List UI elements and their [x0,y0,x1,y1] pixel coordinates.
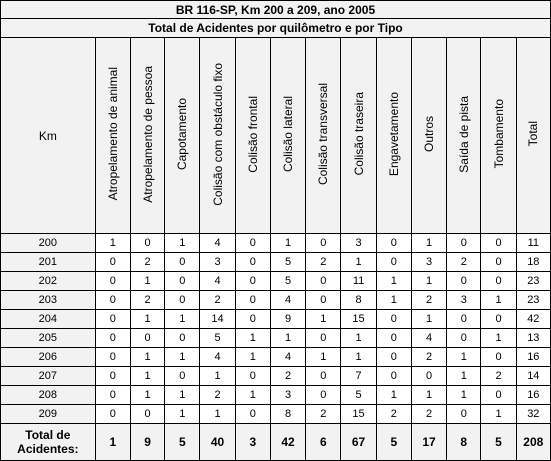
column-header-label: Colisão com obstáculo fixo [210,62,225,206]
table-cell: 11 [341,272,376,291]
table-cell: 11 [516,234,550,253]
table-row [1,272,551,291]
table-cell: 3 [200,253,235,272]
table-cell: 4 [200,348,235,367]
table-row [1,405,551,424]
table-cell: 1 [447,386,481,405]
total-cell: 9 [130,424,164,461]
table-cell: 0 [95,291,130,310]
table-cell: 4 [270,348,305,367]
table-cell: 3 [270,386,305,405]
column-header [481,38,516,234]
total-label-line1: Total de [25,428,71,442]
km-cell: 205 [1,329,96,348]
table-cell: 0 [481,272,516,291]
table-cell: 2 [376,405,411,424]
table-cell: 23 [516,291,550,310]
total-cell: 5 [376,424,411,461]
table-cell: 1 [341,348,376,367]
table-cell: 8 [341,291,376,310]
table-cell: 23 [516,272,550,291]
table-body [1,234,551,461]
table-cell: 0 [130,405,164,424]
table-cell: 1 [376,272,411,291]
table-cell: 15 [341,310,376,329]
table-row [1,348,551,367]
table-cell: 9 [270,310,305,329]
table-cell: 0 [376,367,411,386]
table-row [1,291,551,310]
table-cell: 0 [306,272,341,291]
table-cell: 16 [516,386,550,405]
table-cell: 1 [130,367,164,386]
table-cell: 1 [235,348,270,367]
table-cell: 1 [411,272,446,291]
table-cell: 1 [130,272,164,291]
table-cell: 0 [376,348,411,367]
table-cell: 3 [341,234,376,253]
table-cell: 0 [95,348,130,367]
column-header-label: Capotamento [175,97,190,171]
km-cell: 203 [1,291,96,310]
table-cell: 0 [95,386,130,405]
table-row [1,310,551,329]
table-cell: 1 [130,348,164,367]
table-cell: 5 [270,272,305,291]
table-cell: 0 [235,253,270,272]
column-header [516,38,550,234]
column-header [341,38,376,234]
table-cell: 0 [306,234,341,253]
table-cell: 0 [447,272,481,291]
km-column-header: Km [1,38,96,234]
table-cell: 18 [516,253,550,272]
total-cell: 6 [306,424,341,461]
table-row [1,234,551,253]
table-cell: 0 [481,348,516,367]
table-cell: 1 [235,329,270,348]
table-cell: 1 [411,386,446,405]
km-cell: 207 [1,367,96,386]
table-cell: 1 [341,253,376,272]
table-cell: 0 [95,253,130,272]
table-cell: 1 [481,405,516,424]
table-cell: 0 [376,234,411,253]
column-header-label: Total [526,121,541,147]
column-header-label: Engavetamento [386,91,401,177]
table-cell: 1 [165,234,200,253]
table-title: BR 116-SP, Km 200 a 209, ano 2005 [1,1,551,19]
table-cell: 13 [516,329,550,348]
table-cell: 1 [165,386,200,405]
column-header [130,38,164,234]
table-cell: 1 [376,291,411,310]
table-cell: 0 [481,253,516,272]
table-cell: 1 [165,405,200,424]
table-cell: 7 [341,367,376,386]
table-cell: 0 [95,367,130,386]
table-cell: 0 [165,253,200,272]
column-header-label: Atropelamento de animal [105,67,120,201]
table-cell: 1 [481,329,516,348]
column-header [200,38,235,234]
table-cell: 14 [516,367,550,386]
table-cell: 2 [306,253,341,272]
table-cell: 1 [411,310,446,329]
total-cell: 5 [165,424,200,461]
total-label [1,424,96,461]
table-cell: 0 [306,386,341,405]
column-header [235,38,270,234]
km-cell: 200 [1,234,96,253]
table-cell: 1 [270,234,305,253]
column-header [306,38,341,234]
table-cell: 1 [306,310,341,329]
column-header-label: Tombamento [491,99,506,169]
table-cell: 5 [270,253,305,272]
table-cell: 3 [411,253,446,272]
table-cell: 0 [165,329,200,348]
total-row [1,424,551,461]
table-cell: 0 [447,310,481,329]
table-cell: 0 [235,291,270,310]
table-cell: 1 [341,329,376,348]
table-cell: 1 [447,367,481,386]
table-cell: 0 [481,386,516,405]
table-cell: 0 [447,405,481,424]
table-cell: 0 [95,405,130,424]
table-cell: 42 [516,310,550,329]
total-cell: 67 [341,424,376,461]
column-header-label: Colisão transversal [316,82,331,186]
column-header [447,38,481,234]
table-cell: 0 [95,329,130,348]
table-cell: 2 [481,367,516,386]
column-header [165,38,200,234]
table-cell: 0 [306,291,341,310]
table-cell: 0 [481,310,516,329]
table-cell: 0 [376,253,411,272]
table-cell: 1 [481,291,516,310]
table-cell: 0 [306,367,341,386]
km-cell: 201 [1,253,96,272]
table-cell: 2 [270,367,305,386]
km-cell: 204 [1,310,96,329]
table-cell: 1 [130,310,164,329]
table-cell: 15 [341,405,376,424]
table-cell: 1 [270,329,305,348]
table-cell: 14 [200,310,235,329]
table-cell: 0 [235,272,270,291]
table-cell: 8 [270,405,305,424]
table-cell: 0 [95,272,130,291]
table-row [1,253,551,272]
table-cell: 32 [516,405,550,424]
table-cell: 1 [95,234,130,253]
table-cell: 0 [235,405,270,424]
table-row [1,367,551,386]
table-cell: 4 [270,291,305,310]
column-header-row [1,38,551,234]
table-cell: 0 [165,272,200,291]
table-cell: 2 [411,291,446,310]
total-cell: 42 [270,424,305,461]
table-cell: 3 [447,291,481,310]
column-header-label: Colisão frontal [245,95,260,173]
total-cell: 5 [481,424,516,461]
table-cell: 0 [235,367,270,386]
table-cell: 1 [306,348,341,367]
table-cell: 5 [341,386,376,405]
table-cell: 0 [130,234,164,253]
column-header-label: Outros [422,115,437,152]
table-cell: 0 [376,329,411,348]
table-cell: 2 [447,253,481,272]
table-row [1,329,551,348]
table-cell: 0 [411,367,446,386]
column-header [411,38,446,234]
table-cell: 2 [200,386,235,405]
total-cell: 3 [235,424,270,461]
total-cell: 8 [447,424,481,461]
column-header-label: Colisão lateral [281,95,296,173]
table-cell: 1 [165,310,200,329]
total-label-line2: Acidentes: [17,442,79,456]
total-cell: 1 [95,424,130,461]
table-cell: 2 [130,291,164,310]
km-cell: 209 [1,405,96,424]
table-cell: 1 [447,348,481,367]
column-header-label: Colisão traseira [351,92,366,176]
table-cell: 16 [516,348,550,367]
table-cell: 1 [165,348,200,367]
total-cell: 40 [200,424,235,461]
table-cell: 2 [130,253,164,272]
table-cell: 0 [306,329,341,348]
table-row [1,386,551,405]
column-header-label: Saída de pista [456,95,471,173]
total-cell: 208 [516,424,550,461]
total-cell: 17 [411,424,446,461]
table-cell: 0 [95,310,130,329]
table-cell: 1 [376,386,411,405]
table-cell: 0 [447,234,481,253]
table-cell: 0 [165,291,200,310]
table-cell: 1 [130,386,164,405]
column-header-label: Atropelamento de pessoa [140,65,155,203]
table-cell: 2 [411,405,446,424]
table-cell: 2 [200,291,235,310]
table-cell: 2 [306,405,341,424]
table-cell: 1 [411,234,446,253]
km-cell: 202 [1,272,96,291]
table-cell: 2 [411,348,446,367]
table-cell: 1 [200,367,235,386]
table-subtitle: Total de Acidentes por quilômetro e por Tipo [1,19,551,38]
table-cell: 0 [165,367,200,386]
table-cell: 0 [447,329,481,348]
table-cell: 4 [411,329,446,348]
column-header [376,38,411,234]
km-cell: 208 [1,386,96,405]
column-header [270,38,305,234]
table-cell: 0 [481,234,516,253]
table-cell: 0 [376,310,411,329]
km-cell: 206 [1,348,96,367]
table-cell: 1 [235,386,270,405]
table-cell: 1 [200,405,235,424]
table-cell: 0 [235,310,270,329]
table-cell: 5 [200,329,235,348]
table-cell: 4 [200,234,235,253]
table-cell: 0 [235,234,270,253]
table-cell: 4 [200,272,235,291]
column-header [95,38,130,234]
table-cell: 0 [130,329,164,348]
